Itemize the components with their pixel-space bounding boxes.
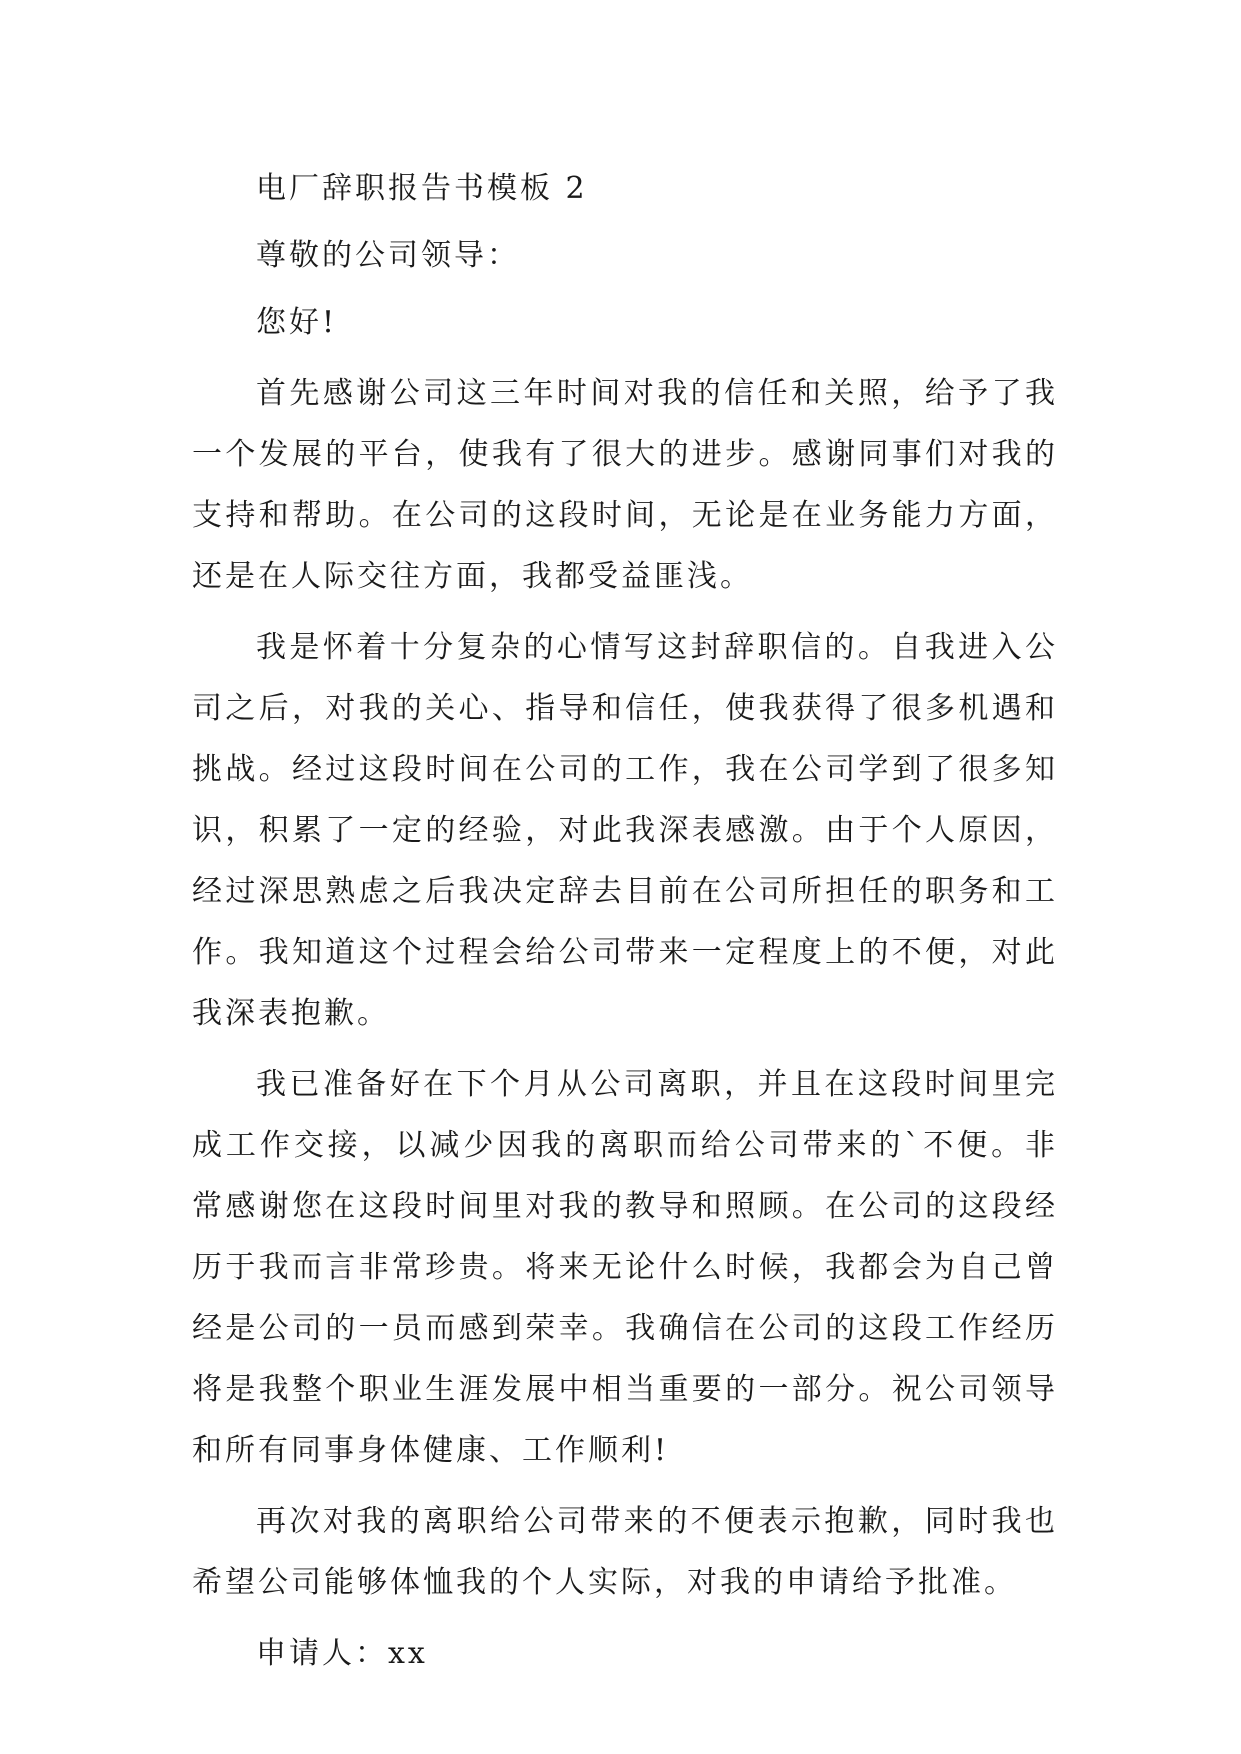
salutation: 尊敬的公司领导： [256,238,520,273]
greeting: 您好! [256,305,338,340]
document-title: 电厂辞职报告书模板 2 [256,171,588,206]
paragraph-4: 再次对我的离职给公司带来的不便表示抱歉，同时我也希望公司能够体恤我的个人实际，对我的申请给予批准。 [192,1504,1058,1600]
document-body [192,158,1058,1684]
paragraph-3: 我已准备好在下个月从公司离职，并且在这段时间里完成工作交接，以减少因我的离职而给公司带来的`不便。非常感谢您在这段时间里对我的教导和照顾。在公司的这段经历于我而言非常珍贵。将来无论什么时候，我都会为自己曾经是公司的一员而感到荣幸。我确信在公司的这段工作经历将是我整个职业生涯发展中相当重要的一部分。祝公司领导和所有同事身体健康、工作顺利! [192,1067,1058,1468]
paragraph-1: 首先感谢公司这三年时间对我的信任和关照，给予了我一个发展的平台，使我有了很大的进步。感谢同事们对我的支持和帮助。在公司的这段时间，无论是在业务能力方面，还是在人际交往方面，我都受益匪浅。 [192,376,1058,594]
paragraph-2: 我是怀着十分复杂的心情写这封辞职信的。自我进入公司之后，对我的关心、指导和信任，使我获得了很多机遇和挑战。经过这段时间在公司的工作，我在公司学到了很多知识，积累了一定的经验，对此我深表感激。由于个人原因，经过深思熟虑之后我决定辞去目前在公司所担任的职务和工作。我知道这个过程会给公司带来一定程度上的不便，对此我深表抱歉。 [192,630,1058,1031]
signature: 申请人：xx [256,1636,428,1671]
